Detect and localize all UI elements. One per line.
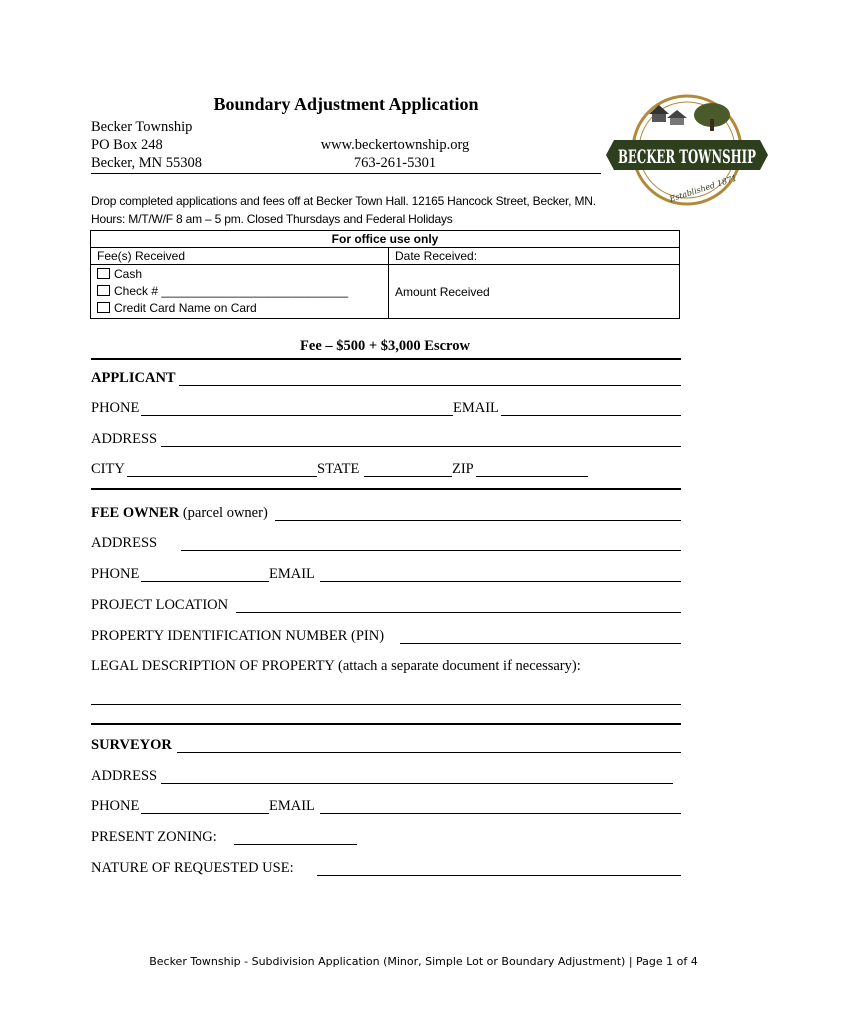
applicant-phone-field[interactable] (141, 400, 453, 416)
office-use-header: For office use only (91, 231, 680, 248)
fee-owner-email-label: EMAIL (269, 566, 315, 582)
surveyor-email-field[interactable] (320, 798, 681, 814)
header-divider (91, 173, 601, 174)
applicant-phone-label: PHONE (91, 400, 140, 416)
zoning-row (91, 829, 681, 849)
date-received-label: Date Received: (389, 248, 680, 265)
logo-text: BECKER TOWNSHIP (618, 146, 756, 168)
fee-owner-email-field[interactable] (320, 566, 681, 582)
fee-owner-contact-row (91, 566, 681, 586)
cash-label: Cash (114, 267, 143, 281)
mailing-address (91, 118, 202, 172)
surveyor-email-label: EMAIL (269, 798, 315, 814)
applicant-address-row (91, 431, 681, 451)
page-title: Boundary Adjustment Application (213, 94, 479, 114)
fees-received-label: Fee(s) Received (91, 248, 389, 265)
applicant-state-label: STATE (317, 461, 360, 477)
fee-divider (91, 358, 681, 360)
surveyor-field[interactable] (177, 737, 681, 753)
check-option (97, 283, 382, 300)
present-zoning-label: PRESENT ZONING: (91, 829, 217, 845)
applicant-address-label: ADDRESS (91, 431, 158, 447)
address-line-city: Becker, MN 55308 (91, 155, 202, 171)
applicant-address-field[interactable] (161, 431, 681, 447)
fee-owner-address-field[interactable] (181, 535, 681, 551)
page-footer: Becker Township - Subdivision Application (Minor, Simple Lot or Boundary Adjustment) | Page 1 of 4 (149, 955, 698, 968)
applicant-divider (91, 488, 681, 490)
applicant-city-label: CITY (91, 461, 125, 477)
pin-field[interactable] (400, 628, 681, 644)
project-location-row (91, 597, 681, 617)
surveyor-address-field[interactable] (161, 768, 673, 784)
surveyor-contact-row (91, 798, 681, 818)
surveyor-phone-label: PHONE (91, 798, 140, 814)
applicant-field[interactable] (179, 370, 681, 386)
fee-amount: Fee – $500 + $3,000 Escrow (300, 338, 470, 354)
applicant-city-row (91, 461, 681, 481)
requested-use-row (91, 860, 681, 880)
drop-off-instructions: Drop completed applications and fees off at Becker Town Hall. 12165 Hancock Street, Becker, MN. (91, 194, 596, 208)
fee-owner-note: (parcel owner) (179, 505, 268, 521)
address-line-name: Becker Township (91, 119, 193, 135)
cash-checkbox[interactable] (97, 268, 110, 279)
requested-use-label: NATURE OF REQUESTED USE: (91, 860, 294, 876)
credit-checkbox[interactable] (97, 302, 110, 313)
office-use-table (90, 230, 680, 319)
requested-use-field[interactable] (317, 860, 681, 876)
fee-owner-row (91, 505, 681, 525)
legal-description-field[interactable] (91, 689, 681, 705)
office-hours: Hours: M/T/W/F 8 am – 5 pm. Closed Thursdays and Federal Holidays (91, 212, 453, 226)
legal-description-row (91, 658, 681, 678)
applicant-label: APPLICANT (91, 370, 176, 386)
surveyor-address-label: ADDRESS (91, 768, 158, 784)
check-checkbox[interactable] (97, 285, 110, 296)
fee-owner-field[interactable] (275, 505, 681, 521)
applicant-email-field[interactable] (501, 400, 681, 416)
legal-description-label: LEGAL DESCRIPTION OF PROPERTY (attach a separate document if necessary): (91, 658, 581, 674)
pin-row (91, 628, 681, 648)
fee-owner-phone-label: PHONE (91, 566, 140, 582)
surveyor-address-row (91, 768, 681, 788)
contact-info (320, 136, 470, 172)
project-location-label: PROJECT LOCATION (91, 597, 229, 613)
surveyor-row (91, 737, 681, 757)
applicant-state-field[interactable] (364, 461, 452, 477)
address-line-box: PO Box 248 (91, 137, 163, 153)
fee-owner-divider (91, 723, 681, 725)
fee-owner-phone-field[interactable] (141, 566, 269, 582)
phone-number: 763-261-5301 (353, 155, 437, 171)
applicant-email-label: EMAIL (453, 400, 499, 416)
surveyor-phone-field[interactable] (141, 798, 269, 814)
applicant-row (91, 370, 681, 390)
fee-owner-address-label: ADDRESS (91, 535, 158, 551)
applicant-zip-label: ZIP (452, 461, 474, 477)
present-zoning-field[interactable] (234, 829, 357, 845)
becker-township-logo (612, 93, 762, 211)
pin-label: PROPERTY IDENTIFICATION NUMBER (PIN) (91, 628, 385, 644)
website-link[interactable]: www.beckertownship.org (320, 137, 470, 153)
fee-owner-label: FEE OWNER (91, 505, 180, 521)
logo-est: Established 1871 (668, 173, 738, 204)
cash-option (97, 266, 382, 283)
credit-option (97, 300, 382, 317)
check-label: Check # ____________________________ (114, 284, 349, 298)
applicant-city-field[interactable] (127, 461, 317, 477)
applicant-contact-row (91, 400, 681, 420)
amount-received-label: Amount Received (389, 265, 680, 319)
credit-label: Credit Card Name on Card (114, 301, 257, 315)
project-location-field[interactable] (236, 597, 681, 613)
fee-owner-address-row (91, 535, 681, 555)
applicant-zip-field[interactable] (476, 461, 588, 477)
surveyor-label: SURVEYOR (91, 737, 172, 753)
